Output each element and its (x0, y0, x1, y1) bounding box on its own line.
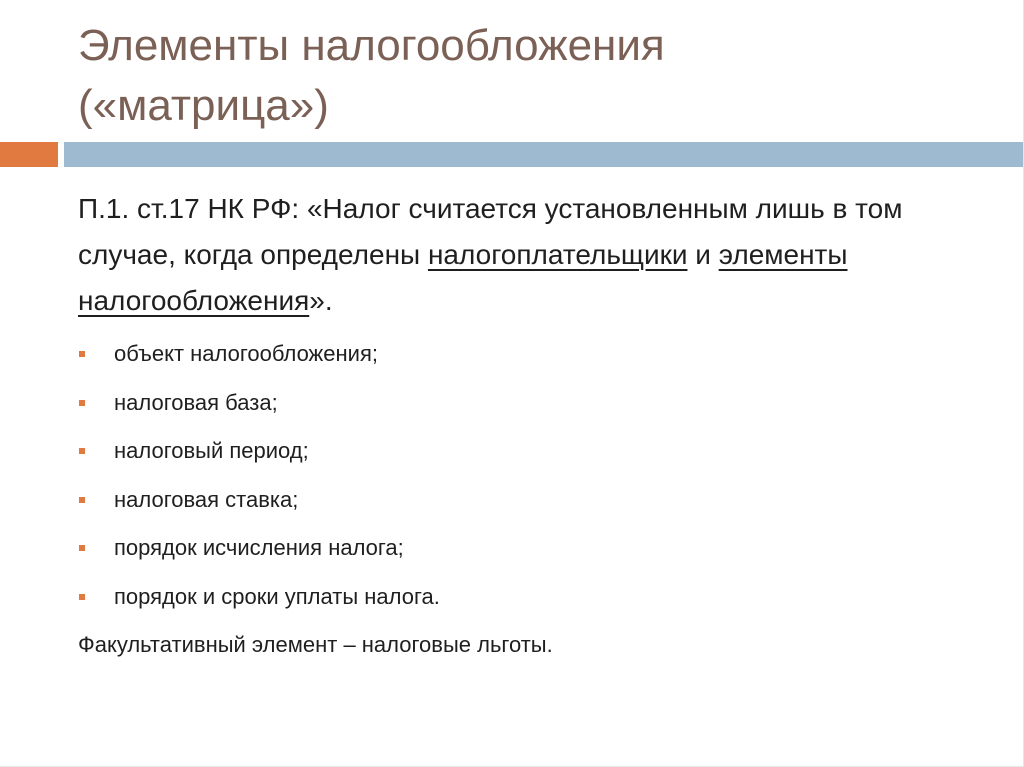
list-item-text: налоговая ставка; (114, 486, 299, 512)
optional-element-note: Факультативный элемент – налоговые льготы. (78, 632, 553, 657)
list-item-text: объект налогообложения; (114, 341, 378, 366)
intro-paragraph (78, 186, 978, 324)
slide-title (78, 16, 978, 136)
list-item-text: налоговый период; (114, 438, 309, 463)
square-bullet-icon (79, 594, 85, 600)
title-line-2: («матрица») (78, 81, 329, 130)
list-item (78, 379, 978, 428)
underlined-term-tax-elements: элементы налогообложения (78, 239, 848, 316)
square-bullet-icon (79, 448, 85, 454)
intro-text-2: и (687, 239, 719, 270)
list-item-text: порядок исчисления налога; (114, 535, 404, 560)
intro-text-3: ». (309, 285, 333, 316)
list-item (78, 573, 978, 622)
list-item (78, 330, 978, 379)
accent-bar-blue (64, 142, 1024, 167)
slide-content (78, 186, 978, 669)
list-item (78, 524, 978, 573)
intro-text-1: П.1. ст.17 НК РФ: «Налог считается установленным лишь в том случае, когда определены (78, 193, 903, 270)
list-item-text: порядок и сроки уплаты налога. (114, 583, 440, 609)
title-line-1: Элементы налогообложения (78, 21, 665, 70)
elements-list (78, 330, 978, 621)
square-bullet-icon (79, 351, 85, 357)
square-bullet-icon (79, 497, 85, 503)
list-item (78, 476, 978, 525)
accent-bar-orange (0, 142, 58, 167)
square-bullet-icon (79, 545, 85, 551)
list-item-text: налоговая база; (114, 389, 278, 415)
underlined-term-taxpayers: налогоплательщики (427, 239, 688, 270)
square-bullet-icon (79, 400, 85, 406)
list-item (78, 427, 978, 476)
